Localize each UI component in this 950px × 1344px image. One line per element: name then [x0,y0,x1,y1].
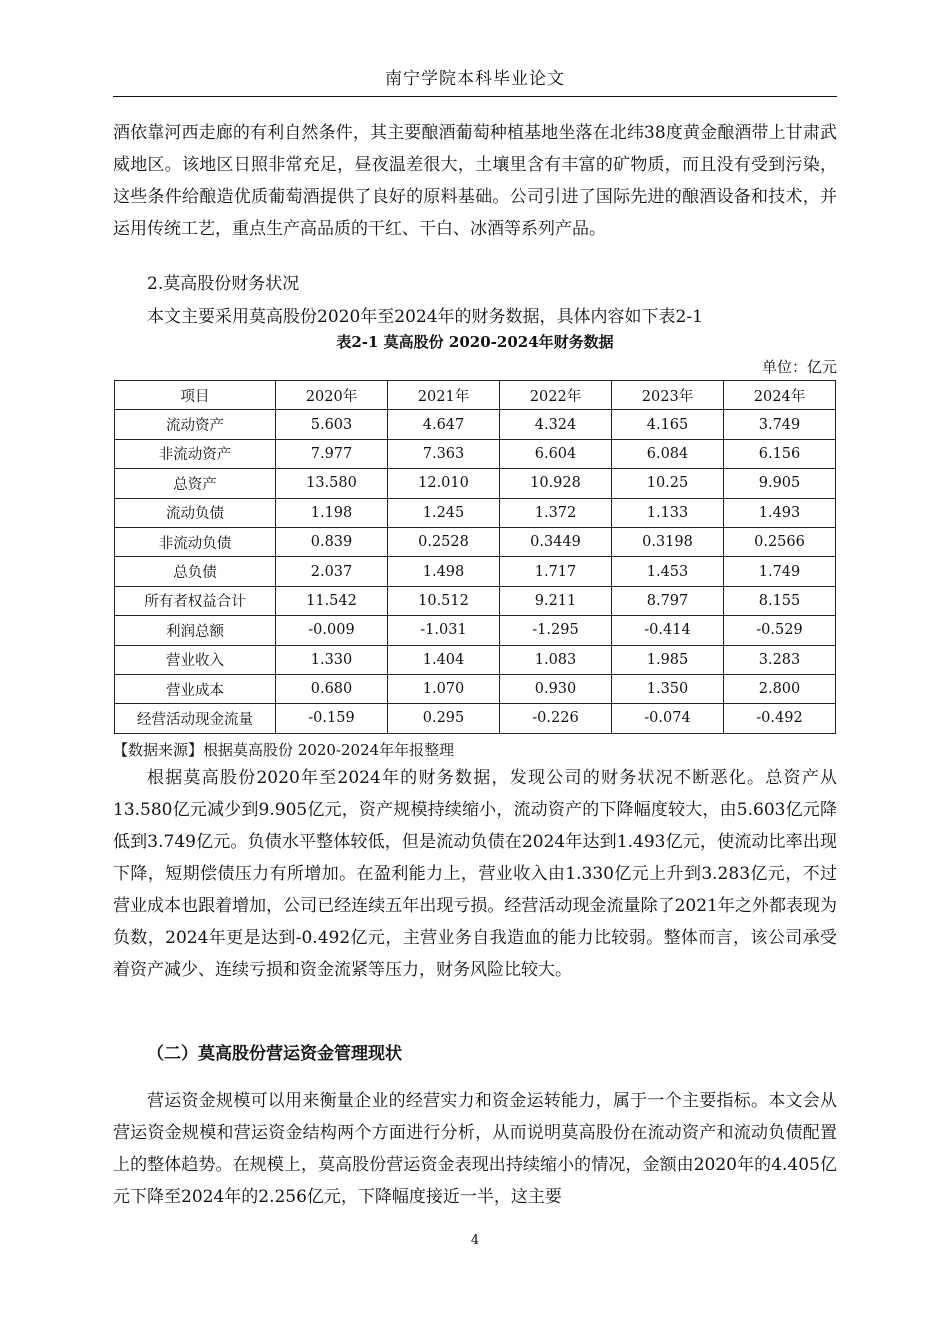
value-cell: 1.330 [276,645,388,674]
value-cell: 1.404 [388,645,500,674]
table-row [115,498,836,527]
section-2-title: 2.莫高股份财务状况 [147,274,300,294]
value-cell: 1.070 [388,674,500,703]
value-cell: -0.414 [612,616,724,645]
header-rule [113,96,837,97]
value-cell: 0.930 [500,674,612,703]
value-cell: 2.800 [724,674,836,703]
row-label-cell: 总资产 [115,469,276,498]
value-cell: 4.647 [388,410,500,439]
row-label-cell: 经营活动现金流量 [115,704,276,733]
value-cell: 10.25 [612,469,724,498]
financial-data-table [114,380,836,734]
value-cell: 13.580 [276,469,388,498]
value-cell: 1.493 [724,498,836,527]
value-cell: 1.245 [388,498,500,527]
value-cell: 1.350 [612,674,724,703]
value-cell: -1.031 [388,616,500,645]
value-cell: 9.211 [500,586,612,615]
value-cell: 2.037 [276,557,388,586]
page-number: 4 [470,1233,480,1248]
table-row [115,645,836,674]
value-cell: 0.3198 [612,527,724,556]
working-capital-paragraph: 营运资金规模可以用来衡量企业的经营实力和资金运转能力，属于一个主要指标。本文会从营运资金规模和营运资金结构两个方面进行分析，从而说明莫高股份在流动资产和流动负债配置上的整体趋势。在规模上，莫高股份营运资金表现出持续缩小的情况，金额由2020年的4.405亿元下降至2024年的2.256亿元，下降幅度接近一半，这主要 [113,1091,837,1207]
value-cell: 1.083 [500,645,612,674]
row-label-cell: 所有者权益合计 [115,586,276,615]
value-cell: 9.905 [724,469,836,498]
table-row [115,527,836,556]
value-cell: 6.084 [612,439,724,468]
table-row [115,674,836,703]
value-cell: -0.159 [276,704,388,733]
table-row [115,439,836,468]
page-header: 南宁学院本科毕业论文 [385,69,565,89]
value-cell: 3.283 [724,645,836,674]
value-cell: -0.492 [724,704,836,733]
value-cell: -0.009 [276,616,388,645]
table-row [115,557,836,586]
value-cell: 1.985 [612,645,724,674]
value-cell: 1.453 [612,557,724,586]
data-source-note: 【数据来源】根据莫高股份 2020-2024年年报整理 [113,741,455,759]
table-row [115,616,836,645]
value-cell: 7.977 [276,439,388,468]
value-cell: 8.797 [612,586,724,615]
value-cell: 0.839 [276,527,388,556]
value-cell: 1.198 [276,498,388,527]
value-cell: 8.155 [724,586,836,615]
row-label-cell: 总负债 [115,557,276,586]
value-cell: -0.074 [612,704,724,733]
value-cell: 1.498 [388,557,500,586]
header-cell: 2022年 [500,381,612,410]
table-row [115,586,836,615]
value-cell: 4.324 [500,410,612,439]
value-cell: 10.512 [388,586,500,615]
value-cell: 11.542 [276,586,388,615]
intro-paragraph: 酒依靠河西走廊的有利自然条件，其主要酿酒葡萄种植基地坐落在北纬38度黄金酿酒带上甘肃武威地区。该地区日照非常充足，昼夜温差很大，土壤里含有丰富的矿物质，而且没有受到污染，这些条件给酿造优质葡萄酒提供了良好的原料基础。公司引进了国际先进的酿酒设备和技术，并运用传统工艺，重点生产高品质的干红、干白、冰酒等系列产品。 [113,123,837,239]
row-label-cell: 营业收入 [115,645,276,674]
row-label-cell: 流动资产 [115,410,276,439]
value-cell: 0.2528 [388,527,500,556]
table-intro-text: 本文主要采用莫高股份2020年至2024年的财务数据，具体内容如下表2-1 [147,307,703,327]
value-cell: 12.010 [388,469,500,498]
table-unit: 单位：亿元 [761,358,837,376]
value-cell: 1.717 [500,557,612,586]
value-cell: 6.156 [724,439,836,468]
value-cell: 6.604 [500,439,612,468]
table-caption: 表2-1 莫高股份 2020-2024年财务数据 [336,333,614,351]
value-cell: 0.3449 [500,527,612,556]
value-cell: 0.2566 [724,527,836,556]
header-cell: 2024年 [724,381,836,410]
header-cell: 2021年 [388,381,500,410]
row-label-cell: 利润总额 [115,616,276,645]
value-cell: -0.529 [724,616,836,645]
row-label-cell: 非流动负债 [115,527,276,556]
table-row [115,410,836,439]
value-cell: 4.165 [612,410,724,439]
value-cell: 1.372 [500,498,612,527]
value-cell: 1.133 [612,498,724,527]
value-cell: 10.928 [500,469,612,498]
section-heading: （二）莫高股份营运资金管理现状 [147,1044,402,1064]
table-body [115,410,836,733]
value-cell: 0.680 [276,674,388,703]
row-label-cell: 流动负债 [115,498,276,527]
value-cell: -1.295 [500,616,612,645]
value-cell: 7.363 [388,439,500,468]
analysis-paragraph: 根据莫高股份2020年至2024年的财务数据，发现公司的财务状况不断恶化。总资产从13.580亿元减少到9.905亿元，资产规模持续缩小，流动资产的下降幅度较大，由5.603亿元降低到3.749亿元。负债水平整体较低，但是流动负债在2024年达到1.493亿元，使流动比率出现下降，短期偿债压力有所增加。在盈利能力上，营业收入由1.330亿元上升到3.283亿元，不过营业成本也跟着增加，公司已经连续五年出现亏损。经营活动现金流量除了2021年之外都表现为负数，2024年更是达到-0.492亿元，主营业务自我造血的能力比较弱。整体而言，该公司承受着资产减少、连续亏损和资金流紧等压力，财务风险比较大。 [113,768,837,980]
table-header-row [115,381,836,410]
row-label-cell: 非流动资产 [115,439,276,468]
table-row [115,469,836,498]
value-cell: -0.226 [500,704,612,733]
row-label-cell: 营业成本 [115,674,276,703]
value-cell: 1.749 [724,557,836,586]
header-cell: 2023年 [612,381,724,410]
header-cell: 2020年 [276,381,388,410]
value-cell: 3.749 [724,410,836,439]
value-cell: 0.295 [388,704,500,733]
header-cell: 项目 [115,381,276,410]
table-row [115,704,836,733]
value-cell: 5.603 [276,410,388,439]
